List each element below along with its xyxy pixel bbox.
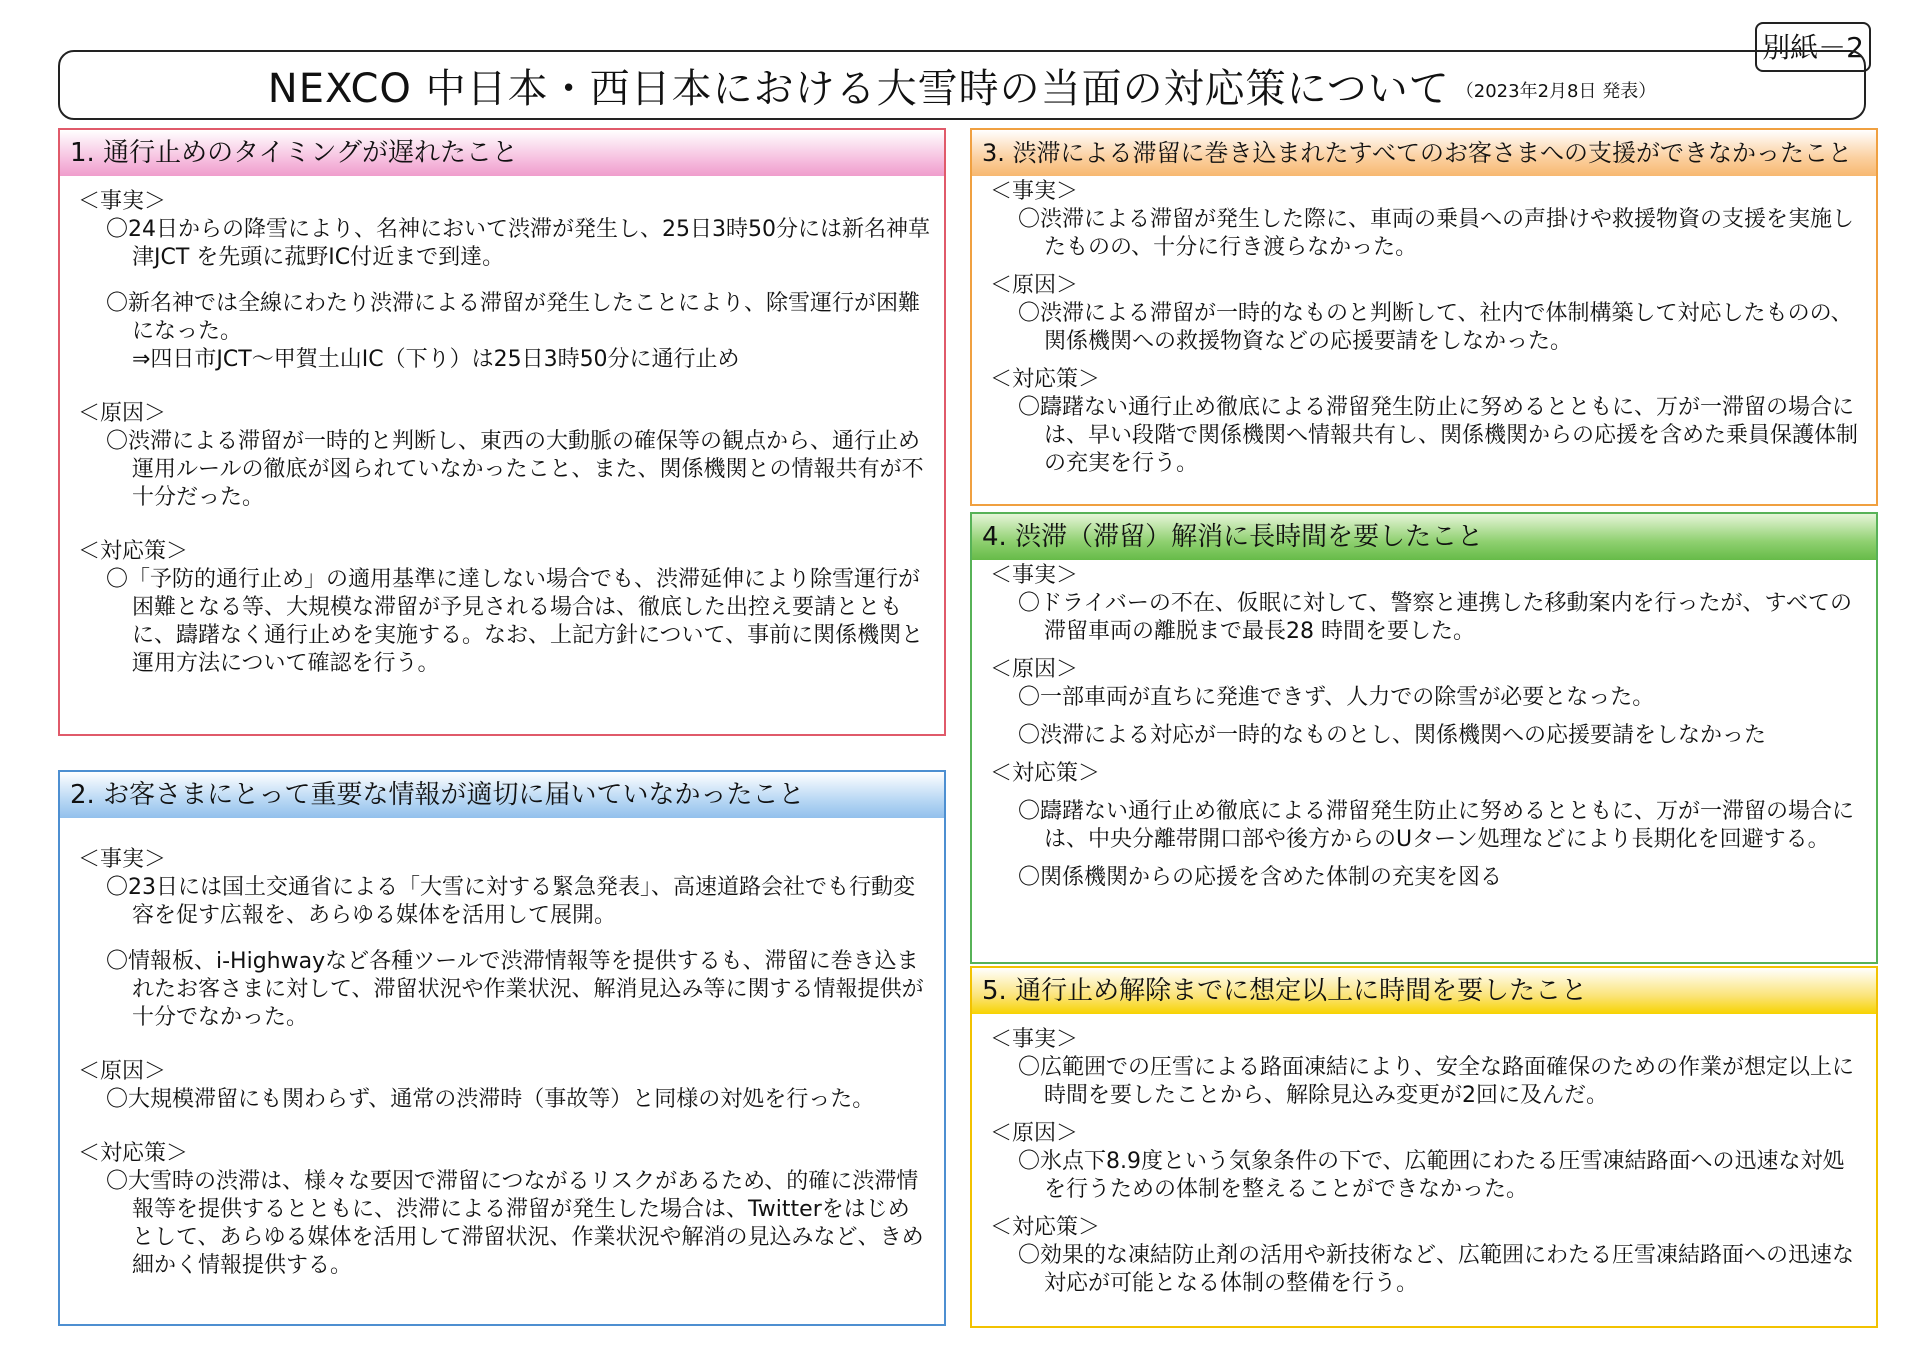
cause-item: 〇渋滞による滞留が一時的と判断し、東西の大動脈の確保等の観点から、通行止め運用ルールの徹底が図られていなかったこと、また、関係機関との情報共有が不十分だった。 [106,429,924,510]
cause-label: ＜原因＞ [990,273,1079,298]
fact-item: 〇新名神では全線にわたり渋滞による滞留が発生したことにより、除雪運行が困難になった。 [106,291,921,344]
cause-label: ＜原因＞ [990,657,1079,682]
panel-customer-support [970,128,1878,506]
cause-item: 〇氷点下8.9度という気象条件の下で、広範囲にわたる圧雪凍結路面への迅速な対処を行うための体制を整えることができなかった。 [1018,1149,1845,1202]
fact-item: 〇渋滞による滞留が発生した際に、車両の乗員への声掛けや救援物資の支援を実施したものの、十分に行き渡らなかった。 [1018,207,1855,260]
cause-label: ＜原因＞ [78,1059,167,1084]
fact-note: ⇒四日市JCT～甲賀土山IC（下り）は25日3時50分に通行止め [132,347,740,372]
fact-label: ＜事実＞ [78,847,167,872]
measure-label: ＜対応策＞ [990,761,1101,786]
measure-item: 〇「予防的通行止め」の適用基準に達しない場合でも、渋滞延伸により除雪運行が困難となる等、大規模な滞留が予見される場合は、徹底した出控え要請とともに、躊躇なく通行止めを実施する。なお、上記方針について、事前に関係機関と運用方法について確認を行う。 [106,567,924,676]
fact-label: ＜事実＞ [78,189,167,214]
measure-label: ＜対応策＞ [990,367,1101,392]
fact-item: 〇ドライバーの不在、仮眠に対して、警察と連携した移動案内を行ったが、すべての滞留車両の離脱まで最長28 時間を要した。 [1018,591,1853,644]
fact-label: ＜事実＞ [990,179,1079,204]
release-date: （2023年2月8日 発表） [1455,81,1657,102]
panel-heading: 3. 渋滞による滞留に巻き込まれたすべてのお客さまへの支援ができなかったこと [972,130,1876,176]
panel-heading: 5. 通行止め解除までに想定以上に時間を要したこと [972,968,1876,1014]
measure-label: ＜対応策＞ [78,539,189,564]
fact-item: 〇24日からの降雪により、名神において渋滞が発生し、25日3時50分には新名神草津JCT を先頭に菰野IC付近まで到達。 [106,217,930,270]
fact-item: 〇広範囲での圧雪による路面凍結により、安全な路面確保のための作業が想定以上に時間を要したことから、解除見込み変更が2回に及んだ。 [1018,1055,1855,1108]
cause-item: 〇渋滞による滞留が一時的なものと判断して、社内で体制構築して対応したものの、関係機関への救援物資などの応援要請をしなかった。 [1018,301,1853,354]
panel-closure-release [970,966,1878,1328]
fact-label: ＜事実＞ [990,563,1079,588]
cause-item: 〇一部車両が直ちに発進できず、人力での除雪が必要となった。 [1018,685,1655,710]
panel-heading: 4. 渋滞（滞留）解消に長時間を要したこと [972,514,1876,560]
panel-heading: 2. お客さまにとって重要な情報が適切に届いていなかったこと [60,772,944,818]
page-title-box [58,50,1866,120]
measure-label: ＜対応策＞ [78,1141,189,1166]
attachment-tag: 別紙－2 [1755,22,1871,72]
measure-label: ＜対応策＞ [990,1215,1101,1240]
panel-heading: 1. 通行止めのタイミングが遅れたこと [60,130,944,176]
panel-information-delivery [58,770,946,1326]
cause-item: 〇大規模滞留にも関わらず、通常の渋滞時（事故等）と同様の対処を行った。 [106,1087,875,1112]
measure-item: 〇関係機関からの応援を含めた体制の充実を図る [1018,865,1503,890]
cause-label: ＜原因＞ [78,401,167,426]
fact-item: 〇情報板、i-Highwayなど各種ツールで渋滞情報等を提供するも、滞留に巻き込まれたお客さまに対して、滞留状況や作業状況、解消見込み等に関する情報提供が十分でなかった。 [106,949,924,1030]
measure-item: 〇躊躇ない通行止め徹底による滞留発生防止に努めるとともに、万が一滞留の場合には、早い段階で関係機関へ情報共有し、関係機関からの応援を含めた乗員保護体制の充実を行う。 [1018,395,1859,476]
panel-timing-of-closure [58,128,946,736]
measure-item: 〇効果的な凍結防止剤の活用や新技術など、広範囲にわたる圧雪凍結路面への迅速な対応が可能となる体制の整備を行う。 [1018,1243,1855,1296]
measure-item: 〇大雪時の渋滞は、様々な要因で滞留につながるリスクがあるため、的確に渋滞情報等を提供するとともに、渋滞による滞留が発生した場合は、Twitterをはじめとして、あらゆる媒体を活用して滞留状況、作業状況や解消の見込みなど、きめ細かく情報提供する。 [106,1169,924,1278]
measure-item: 〇躊躇ない通行止め徹底による滞留発生防止に努めるとともに、万が一滞留の場合には、中央分離帯開口部や後方からのUターン処理などにより長期化を回避する。 [1018,799,1855,852]
page-title: NEXCO 中日本・西日本における大雪時の当面の対応策について [267,65,1450,112]
fact-label: ＜事実＞ [990,1027,1079,1052]
fact-item: 〇23日には国土交通省による「大雪に対する緊急発表」、高速道路会社でも行動変容を促す広報を、あらゆる媒体を活用して展開。 [106,875,915,928]
cause-item: 〇渋滞による対応が一時的なものとし、関係機関への応援要請をしなかった [1018,723,1767,748]
cause-label: ＜原因＞ [990,1121,1079,1146]
panel-congestion-resolution [970,512,1878,964]
